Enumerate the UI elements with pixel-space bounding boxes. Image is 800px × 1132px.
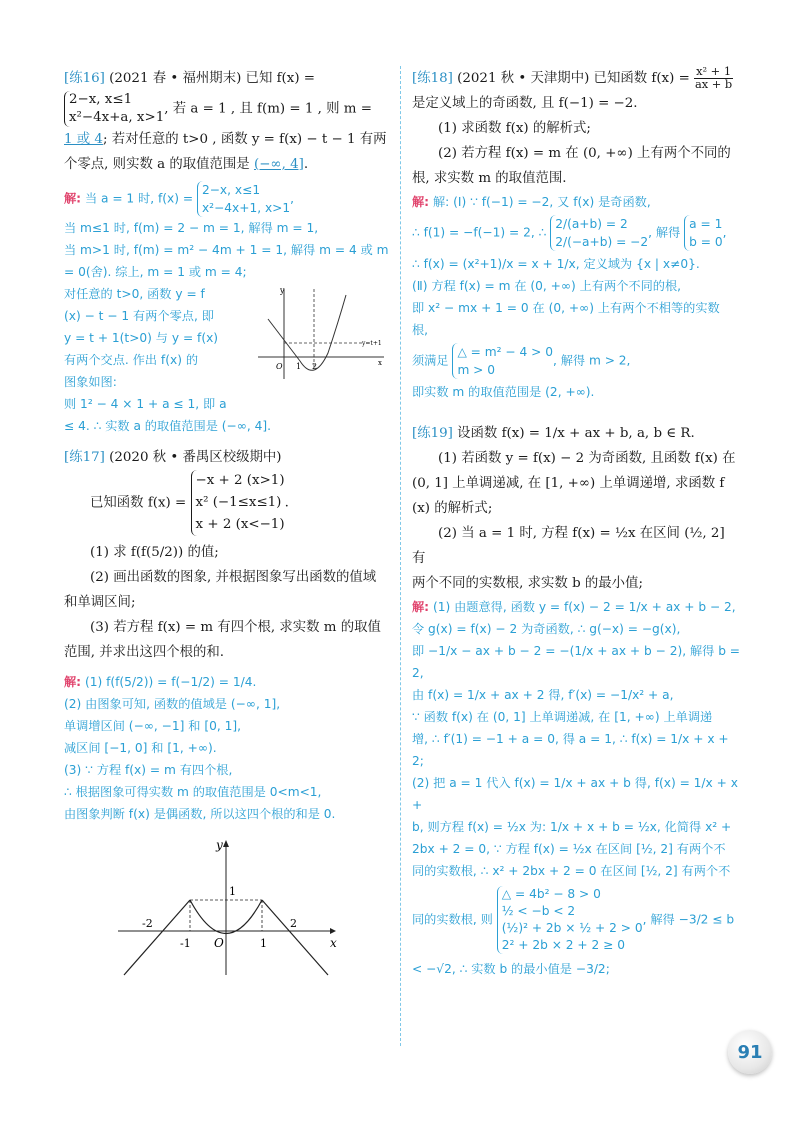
question-part: 两个不同的实数根, 求实数 b 的最小值; [412, 576, 643, 591]
system-line: (½)² + 2b × ½ + 2 > 0 [501, 921, 643, 935]
graph-label: x [378, 359, 382, 367]
solution-18 [412, 191, 742, 403]
solution-text: ∴ f(x) = (x²+1)/x = x + 1/x, 定义域为 {x | x≠0}. [412, 257, 700, 271]
question-text: . [303, 157, 309, 172]
exercise-19 [412, 421, 742, 980]
solution-text: (3) ∵ 方程 f(x) = m 有四个根, [64, 763, 233, 777]
solution-17 [64, 671, 392, 825]
solution-text: , [290, 191, 295, 206]
solution-heading: 解: [64, 675, 82, 689]
system-line: ½ < −b < 2 [501, 904, 576, 918]
solution-heading: 解: [64, 191, 82, 206]
solution-text: (1) 由题意得, 函数 y = f(x) − 2 = 1/x + ax + b − 2, [432, 600, 736, 614]
solution-text: 即 −1/x − ax + b − 2 = −(1/x + ax + b − 2), 解得 b = 2, [412, 644, 741, 680]
curve-parabola-part [300, 295, 346, 370]
piece-line: −x + 2 (x>1) [195, 473, 285, 488]
piece-line: 2−x, x≤1 [69, 92, 133, 107]
solution-text: ∴ 根据图象可得实数 m 的取值范围是 0<m<1, [64, 785, 322, 799]
right-column [412, 66, 742, 980]
question-part: (1) 求函数 f(x) 的解析式; [438, 121, 591, 136]
solution-text: 对任意的 t>0, 函数 y = f [64, 287, 205, 301]
exercise-tag: [练18] [412, 71, 453, 86]
piece-line: x²−4x+1, x>1 [201, 201, 291, 215]
solution-text: , 解得 −3/2 ≤ b [642, 912, 735, 927]
piecewise-brace [197, 181, 290, 217]
question-part: (2) 当 a = 1 时, 方程 f(x) = ½x 在区间 (½, 2] 有 [412, 526, 725, 566]
fraction-denominator: ax + b [694, 77, 733, 91]
graph-label: 2 [312, 362, 318, 371]
piece-line: x + 2 (x<−1) [195, 517, 285, 532]
question-part: (1) 若函数 y = f(x) − 2 为奇函数, 且函数 f(x) 在 [438, 451, 736, 466]
system-line: △ = 4b² − 8 > 0 [501, 887, 601, 901]
solution-text: y = t + 1(t>0) 与 y = f(x) [64, 331, 219, 345]
graph-label: -2 [142, 917, 153, 930]
system-line: m > 0 [457, 363, 496, 377]
question-text: 设函数 f(x) = 1/x + ax + b, a, b ∈ R. [457, 426, 695, 441]
solution-heading: 解: [412, 195, 430, 209]
graph-label: x [330, 936, 337, 950]
solution-heading: 解: [412, 600, 430, 614]
question-text: (2021 春 • 福州期末) 已知 f(x) = [109, 71, 316, 86]
page-number-badge: 91 [728, 1030, 772, 1074]
exercise-tag: [练19] [412, 426, 453, 441]
question-part: (0, 1] 上单调递减, 在 [1, +∞) 上单调递增, 求函数 f [412, 476, 725, 491]
solution-text: 由 f(x) = 1/x + ax + 2 得, f′(x) = −1/x² + a, [412, 688, 674, 702]
graph-label: O [214, 936, 224, 950]
solution-text: < −√2, ∴ 实数 b 的最小值是 −3/2; [412, 962, 610, 976]
solution-text: (2) 把 a = 1 代入 f(x) = 1/x + ax + b 得, f(x) = 1/x + x + [412, 776, 738, 812]
solution-text: , 解得 m > 2, [552, 353, 631, 368]
question-part: (2) 若方程 f(x) = m 在 (0, +∞) 上有两个不同的 [438, 146, 731, 161]
graph-label: O [276, 362, 283, 371]
solution-text: 由图象判断 f(x) 是偶函数, 所以这四个根的和是 0. [64, 807, 336, 821]
system-line: 2/(−a+b) = −2 [555, 235, 649, 249]
solution-text: 解: (Ⅰ) ∵ f(−1) = −2, 又 f(x) 是奇函数, [432, 195, 651, 209]
solution-text: (2) 由图象可知, 函数的值域是 (−∞, 1], [64, 697, 281, 711]
piecewise-brace [191, 470, 285, 536]
question-text: . [284, 495, 289, 511]
piece-line: 2−x, x≤1 [201, 183, 261, 197]
function-graph-16 [254, 283, 390, 383]
solution-text: ≤ 4. ∴ 实数 a 的取值范围是 (−∞, 4]. [64, 419, 272, 433]
piece-line: x²−4x+a, x>1 [69, 110, 165, 125]
solution-text: (x) − t − 1 有两个零点, 即 [64, 309, 214, 323]
question-text: 个零点, 则实数 a 的取值范围是 [64, 157, 250, 172]
solution-text: , [722, 225, 727, 240]
question-part: 范围, 并求出这四个根的和. [64, 645, 225, 660]
solution-text: 图象如图: [64, 375, 117, 389]
solution-text: 2bx + 2 = 0, ∵ 方程 f(x) = ½x 在区间 [½, 2] 有两个不 [412, 842, 726, 856]
question-text: 已知函数 f(x) = [90, 495, 187, 511]
solution-text: 当 m≤1 时, f(m) = 2 − m = 1, 解得 m = 1, [64, 221, 319, 235]
solution-text: 同的实数根, ∴ x² + 2bx + 2 = 0 在区间 [½, 2] 有两个不 [412, 864, 731, 878]
question-part: (1) 求 f(f(5/2)) 的值; [90, 545, 219, 560]
piecewise-brace [64, 91, 164, 127]
x-axis-arrow [330, 928, 336, 934]
graph-label: y [280, 286, 285, 295]
question-part: (x) 的解析式; [412, 501, 493, 516]
solution-text: 则 1² − 4 × 1 + a ≤ 1, 即 a [64, 397, 227, 411]
fraction [694, 66, 733, 91]
graph-label: 2 [290, 917, 297, 930]
equation-system [452, 343, 553, 379]
question-text: ; 若对任意的 t>0 , 函数 y = f(x) − t − 1 有两 [102, 132, 387, 147]
solution-16 [64, 181, 392, 437]
question-part: (3) 若方程 f(x) = m 有四个根, 求实数 m 的取值 [90, 620, 381, 635]
column-divider [400, 66, 401, 1046]
graph-label: 1 [296, 362, 302, 371]
function-graph-17 [114, 837, 364, 977]
solution-text: 有两个交点. 作出 f(x) 的 [64, 353, 199, 367]
solution-text: (1) f(f(5/2)) = f(−1/2) = 1/4. [84, 675, 257, 689]
question-part: 根, 求实数 m 的取值范围. [412, 171, 567, 186]
graph-right-line [262, 900, 328, 975]
piece-line: x² (−1≤x≤1) [195, 495, 282, 510]
solution-text: 单调增区间 (−∞, −1] 和 [0, 1], [64, 719, 241, 733]
answer-blank-2: (−∞, 4] [253, 157, 304, 172]
y-axis-arrow [223, 840, 229, 847]
solution-text: ∴ f(1) = −f(−1) = 2, ∴ [412, 225, 547, 240]
equation-system [684, 215, 722, 251]
solution-text: 减区间 [−1, 0] 和 [1, +∞). [64, 741, 217, 755]
exercise-tag: [练16] [64, 71, 105, 86]
question-text: (2021 秋 • 天津期中) 已知函数 f(x) = [457, 71, 690, 86]
solution-text: 当 a = 1 时, f(x) = [84, 191, 194, 206]
fraction-numerator: x² + 1 [696, 64, 732, 79]
solution-text: , 解得 [648, 225, 681, 240]
graph-label: y=t+1 [362, 340, 382, 347]
exercise-tag: [练17] [64, 450, 105, 465]
system-line: 2/(a+b) = 2 [555, 217, 628, 231]
solution-19 [412, 596, 742, 980]
graph-label: y [216, 838, 223, 852]
solution-text: 当 m>1 时, f(m) = m² − 4m + 1 = 1, 解得 m = 4 或 m [64, 243, 389, 257]
solution-text: 增, ∴ f′(1) = −1 + a = 0, 得 a = 1, ∴ f(x) = 1/x + x + 2; [412, 732, 729, 768]
system-line: a = 1 [689, 217, 723, 231]
solution-text: (Ⅱ) 方程 f(x) = m 在 (0, +∞) 上有两个不同的根, [412, 279, 682, 293]
solution-text: ∵ 函数 f(x) 在 (0, 1] 上单调递减, 在 [1, +∞) 上单调递 [412, 710, 713, 724]
graph-label: 1 [229, 885, 236, 898]
solution-text: 根, [412, 323, 429, 337]
solution-text: = 0(舍). 综上, m = 1 或 m = 4; [64, 265, 247, 279]
exercise-17 [64, 445, 392, 977]
exercise-18 [412, 66, 742, 403]
left-column [64, 66, 392, 977]
solution-text: 即 x² − mx + 1 = 0 在 (0, +∞) 上有两个不相等的实数 [412, 301, 720, 315]
question-part: 和单调区间; [64, 595, 136, 610]
inequality-system [497, 886, 643, 954]
system-line: △ = m² − 4 > 0 [457, 345, 553, 359]
question-part: (2) 画出函数的图象, 并根据图象写出函数的值域 [90, 570, 377, 585]
exercise-16 [64, 66, 392, 437]
solution-text: 即实数 m 的取值范围是 (2, +∞). [412, 385, 595, 399]
system-line: b = 0 [689, 235, 723, 249]
solution-text: 令 g(x) = f(x) − 2 为奇函数, ∴ g(−x) = −g(x), [412, 622, 681, 636]
question-text: , 若 a = 1 , 且 f(m) = 1 , 则 m = [164, 101, 372, 117]
graph-label: -1 [180, 937, 191, 950]
graph-label: 1 [260, 937, 267, 950]
equation-system [550, 215, 648, 251]
question-text: (2020 秋 • 番禺区校级期中) [109, 450, 282, 465]
solution-text: 须满足 [412, 353, 449, 368]
solution-text: b, 则方程 f(x) = ½x 为: 1/x + x + b = ½x, 化简得 x² + [412, 820, 732, 834]
answer-blank-1: 1 或 4 [64, 132, 103, 147]
system-line: 2² + 2b × 2 + 2 ≥ 0 [501, 938, 625, 952]
question-text: 是定义域上的奇函数, 且 f(−1) = −2. [412, 96, 638, 111]
solution-text: 同的实数根, 则 [412, 912, 493, 927]
